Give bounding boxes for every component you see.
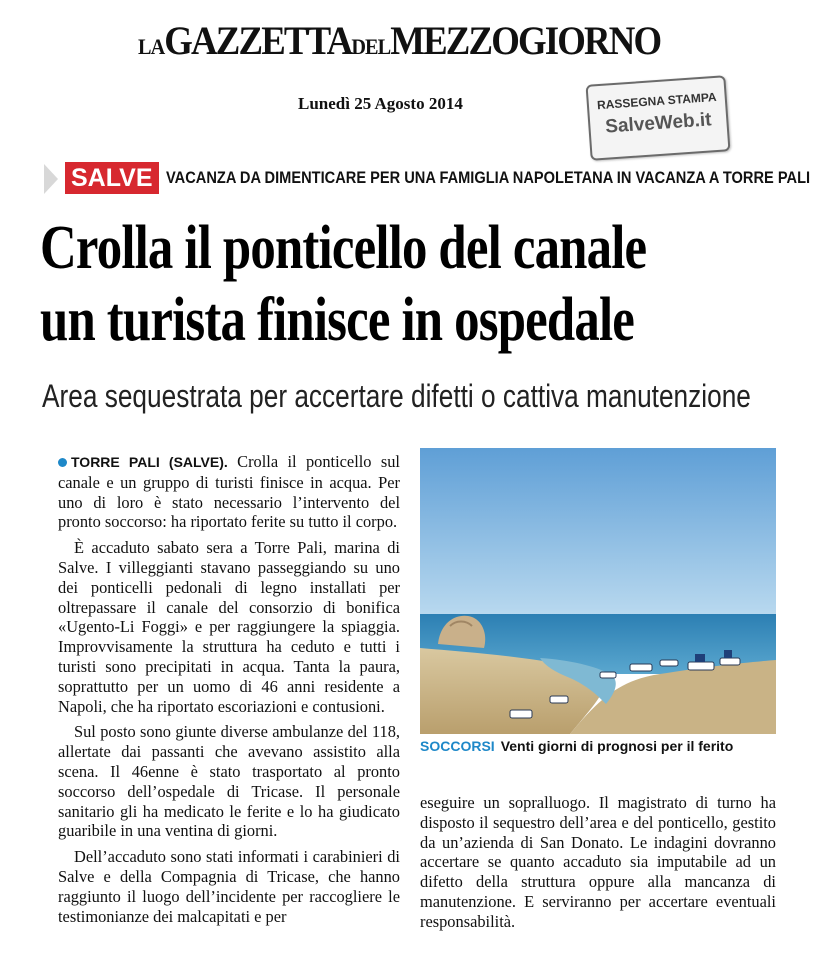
- article-paragraph-2: È accaduto sabato sera a Torre Pali, marina di Salve. I villeggianti stavano passeggiando su uno dei ponticelli pedonali di legno installati per oltrepassare il canale del consorzio di bonifica «Ugento-Li Foggi» e per raggiungere la spiaggia. Improvvisamente la struttura ha ceduto e tutti i turisti sono precipitati in acqua. Tanta la paura, soprattutto per un uomo di 46 anni residente a Napoli, che ha riportato escoriazioni e contusioni.: [58, 538, 400, 716]
- beach-photo-graphic: [420, 448, 776, 734]
- bullet-icon: [58, 458, 67, 467]
- article-paragraph-5: eseguire un sopralluogo. Il magistrato di turno ha disposto il sequestro dell’area e del ponticello, gestito da un’azienda di San Donato. Le indagini dovranno accertare se quanto accaduto sia imputabile ad un difetto della struttura oppure alla mancanza di manutenzione. E serviranno per accertare eventuali responsabilità.: [420, 793, 776, 931]
- stamp-line1: RASSEGNA STAMPA: [596, 89, 718, 113]
- headline-line2: un turista finisce in ospedale: [40, 286, 635, 354]
- kicker-text: VACANZA DA DIMENTICARE PER UNA FAMIGLIA NAPOLETANA IN VACANZA A TORRE PALI: [166, 168, 811, 187]
- article-column-right: [420, 793, 776, 938]
- article-paragraph-4: Dell’accaduto sono stati informati i carabinieri di Salve e della Compagnia di Tricase, che hanno raggiunto il luogo dell’incidente per raccogliere le testimonianze dei malcapitati e per: [58, 847, 400, 926]
- newspaper-masthead: [138, 18, 661, 64]
- article-paragraph-3: Sul posto sono giunte diverse ambulanze del 118, allertate dai passanti che avevano assistito alla scena. Il 46enne è stato trasportato al pronto soccorso dell’ospedale di Tricase. Il personale sanitario gli ha medicato le ferite e lo ha giudicato guaribile in una ventina di giorni.: [58, 722, 400, 841]
- masthead-word2: MEZZOGIORNO: [390, 18, 661, 63]
- photo-caption: [420, 738, 733, 754]
- press-review-stamp: [586, 75, 731, 161]
- caption-label: SOCCORSI: [420, 738, 495, 754]
- headline-line1: Crolla il ponticello del canale: [40, 214, 647, 282]
- masthead-prefix: LA: [138, 34, 165, 59]
- article-p1-text: Crolla il ponticello sul canale e un gruppo di turisti finisce in acqua. Per uno di loro è stato necessario l’intervento del pronto soccorso: ha riportato ferite su tutto il corpo.: [58, 452, 400, 532]
- stamp-line2: SalveWeb.it: [604, 109, 713, 138]
- masthead-mid: DEL: [351, 34, 391, 59]
- chevron-right-icon: [44, 164, 58, 194]
- masthead-word1: GAZZETTA: [164, 18, 352, 63]
- caption-text: Venti giorni di prognosi per il ferito: [500, 738, 734, 754]
- section-tag: SALVE: [65, 162, 159, 194]
- beach-photo: [420, 448, 776, 734]
- kicker-row: [44, 162, 824, 196]
- article-paragraph-1: [58, 452, 400, 532]
- subheadline: Area sequestrata per accertare difetti o cattiva manutenzione: [42, 378, 751, 414]
- issue-date: Lunedì 25 Agosto 2014: [298, 94, 463, 113]
- article-column-left: [58, 452, 400, 932]
- headline: [40, 212, 696, 356]
- article-dateline: TORRE PALI (SALVE).: [71, 454, 228, 470]
